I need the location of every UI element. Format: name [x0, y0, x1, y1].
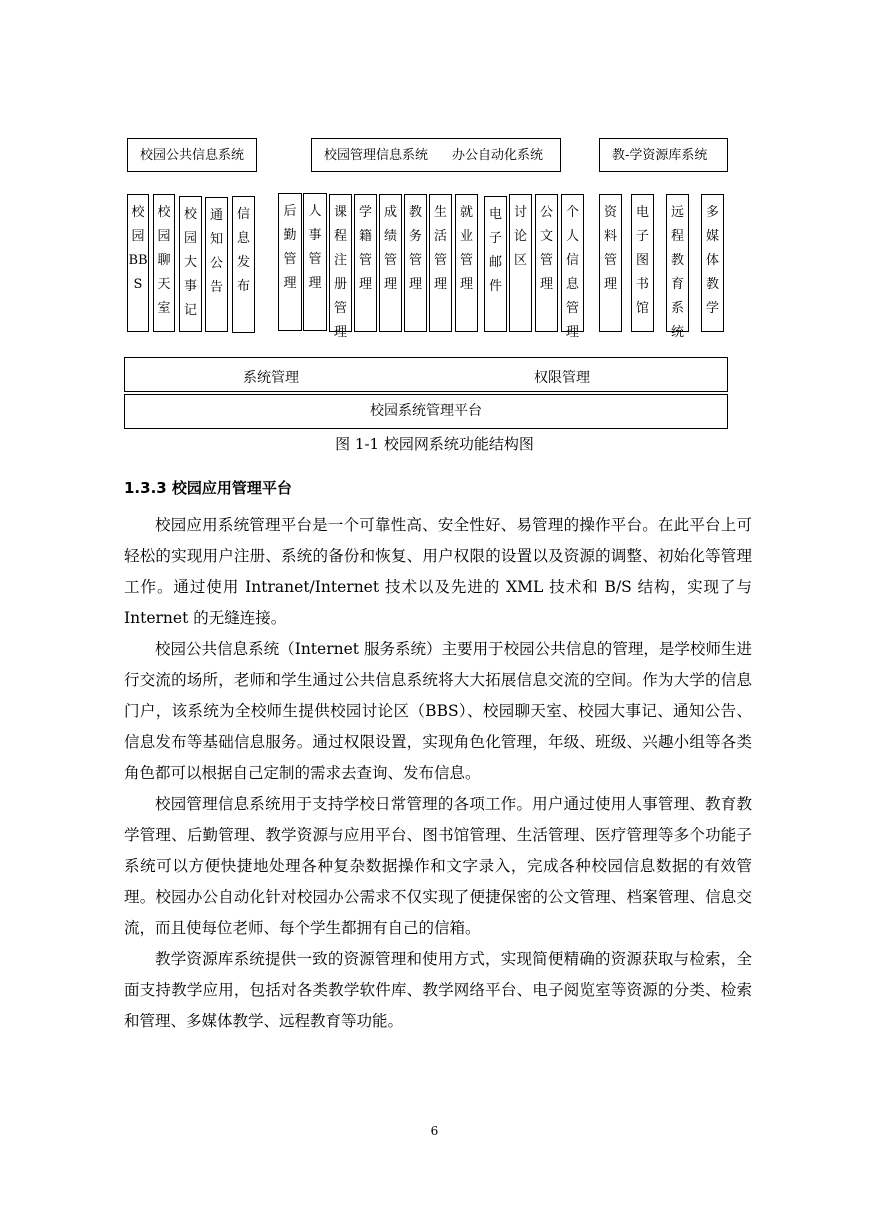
header-mgmt-label: 校园管理信息系统	[324, 147, 429, 163]
module-char: 管	[308, 252, 322, 267]
module-char: S	[133, 277, 143, 292]
module-char: BB	[128, 253, 148, 268]
paragraph: 校园应用系统管理平台是一个可靠性高、安全性好、易管理的操作平台。在此平台上可轻松的实现用户注册、系统的备份和恢复、用户权限的设置以及资源的调整、初始化等管理工作。通过使用 Intranet/Internet 技术以及先进的 XML 技术和 B/S 结构，实现了与 Internet 的无缝连接。	[124, 516, 752, 627]
page-number: 6	[430, 1124, 439, 1138]
module-char: 园	[131, 229, 145, 244]
module-char: 生	[433, 205, 447, 220]
module-char: 管	[459, 253, 473, 268]
module-column	[701, 194, 724, 332]
module-char: 论	[513, 229, 527, 244]
platform-bar	[124, 394, 728, 429]
module-char: 册	[333, 277, 347, 292]
module-char: 活	[433, 229, 447, 244]
module-column	[179, 196, 202, 332]
module-column	[205, 197, 228, 332]
body-text	[124, 510, 752, 1037]
module-char: 体	[705, 253, 719, 268]
module-char: 管	[603, 253, 617, 268]
module-char: 告	[209, 280, 223, 295]
module-column	[303, 193, 327, 331]
module-char: 理	[283, 276, 297, 291]
module-char: 资	[603, 205, 617, 220]
module-char: 管	[565, 301, 579, 316]
module-char: 息	[236, 231, 250, 246]
paragraph: 教学资源库系统提供一致的资源管理和使用方式，实现简便精确的资源获取与检索，全面支持教学应用，包括对各类教学软件库、教学网络平台、电子阅览室等资源的分类、检索和管理、多媒体教学、远程教育等功能。	[124, 950, 752, 1030]
module-char: 管	[283, 252, 297, 267]
module-char: 管	[333, 301, 347, 316]
platform-label: 校园系统管理平台	[370, 403, 482, 419]
module-char: 记	[183, 303, 197, 318]
module-char: 校	[183, 207, 197, 222]
module-char: 讨	[513, 205, 527, 220]
module-column	[153, 194, 175, 332]
module-char: 布	[236, 279, 250, 294]
module-char: 管	[383, 253, 397, 268]
module-column	[354, 194, 377, 332]
module-char: 子	[488, 231, 502, 246]
module-column	[666, 194, 689, 340]
module-char: 统	[670, 325, 684, 340]
module-char: 课	[333, 205, 347, 220]
module-char: 程	[670, 229, 684, 244]
module-char: 理	[565, 325, 579, 340]
module-column	[535, 194, 558, 332]
system-management-label: 系统管理	[243, 370, 299, 386]
header-management-system	[311, 138, 561, 172]
module-char: 籍	[358, 229, 372, 244]
module-char: 天	[157, 277, 171, 292]
module-char: 远	[670, 205, 684, 220]
module-char: 大	[183, 255, 197, 270]
module-char: 室	[157, 301, 171, 316]
module-char: 务	[408, 229, 422, 244]
module-char: 后	[283, 204, 297, 219]
module-char: 理	[433, 277, 447, 292]
module-char: 校	[157, 205, 171, 220]
module-char: 绩	[383, 229, 397, 244]
module-char: 理	[308, 276, 322, 291]
section-heading: 1.3.3 校园应用管理平台	[124, 479, 292, 497]
module-column	[429, 194, 452, 332]
header-public-info-system	[127, 138, 257, 172]
module-char: 业	[459, 229, 473, 244]
module-column	[599, 194, 622, 332]
module-char: 教	[705, 277, 719, 292]
module-char: 公	[209, 256, 223, 271]
module-char: 育	[670, 277, 684, 292]
module-char: 图	[635, 253, 649, 268]
header-public-label: 校园公共信息系统	[140, 147, 245, 163]
module-char: 程	[333, 229, 347, 244]
module-char: 注	[333, 253, 347, 268]
header-resource-label: 教-学资源库系统	[612, 147, 708, 163]
module-char: 成	[383, 205, 397, 220]
module-char: 管	[539, 253, 553, 268]
module-char: 理	[408, 277, 422, 292]
module-char: 发	[236, 255, 250, 270]
module-char: 教	[408, 205, 422, 220]
header-resource-system	[599, 138, 728, 172]
module-char: 子	[635, 229, 649, 244]
module-char: 园	[157, 229, 171, 244]
module-char: 理	[358, 277, 372, 292]
permission-management-label: 权限管理	[534, 370, 590, 386]
module-char: 学	[358, 205, 372, 220]
module-char: 园	[183, 231, 197, 246]
system-management-bar	[124, 357, 728, 392]
module-char: 文	[539, 229, 553, 244]
figure-caption: 图 1-1 校园网系统功能结构图	[335, 435, 534, 453]
module-char: 人	[565, 229, 579, 244]
module-char: 校	[131, 205, 145, 220]
module-char: 管	[408, 253, 422, 268]
module-char: 馆	[635, 301, 649, 316]
module-char: 多	[705, 205, 719, 220]
module-char: 聊	[157, 253, 171, 268]
module-char: 件	[488, 279, 502, 294]
module-char: 知	[209, 232, 223, 247]
paragraph: 校园公共信息系统（Internet 服务系统）主要用于校园公共信息的管理，是学校师生进行交流的场所，老师和学生通过公共信息系统将大大拓展信息交流的空间。作为大学的信息门户，该系统为全校师生提供校园讨论区（BBS）、校园聊天室、校园大事记、通知公告、信息发布等基础信息服务。通过权限设置，实现角色化管理，年级、班级、兴趣小组等各类角色都可以根据自己定制的需求去查询、发布信息。	[124, 640, 752, 782]
module-char: 管	[433, 253, 447, 268]
module-char: 电	[635, 205, 649, 220]
module-char: 事	[183, 279, 197, 294]
module-char: 教	[670, 253, 684, 268]
module-char: 公	[539, 205, 553, 220]
module-column	[631, 194, 654, 332]
module-char: 通	[209, 208, 223, 223]
paragraph: 校园管理信息系统用于支持学校日常管理的各项工作。用户通过使用人事管理、教育教学管理、后勤管理、教学资源与应用平台、图书馆管理、生活管理、医疗管理等多个功能子系统可以方便快捷地处理各种复杂数据操作和文字录入，完成各种校园信息数据的有效管理。校园办公自动化针对校园办公需求不仅实现了便捷保密的公文管理、档案管理、信息交流，而且使每位老师、每个学生都拥有自己的信箱。	[124, 795, 752, 937]
module-char: 理	[383, 277, 397, 292]
module-column	[278, 193, 302, 331]
module-column	[484, 196, 507, 332]
module-char: 人	[308, 204, 322, 219]
module-char: 信	[236, 207, 250, 222]
module-column	[329, 194, 352, 340]
module-column	[404, 194, 427, 332]
module-char: 理	[459, 277, 473, 292]
module-char: 就	[459, 205, 473, 220]
module-column	[561, 194, 584, 340]
module-char: 学	[705, 301, 719, 316]
module-char: 个	[565, 205, 579, 220]
module-char: 系	[670, 301, 684, 316]
module-char: 理	[603, 277, 617, 292]
module-column	[509, 194, 532, 332]
module-char: 理	[333, 325, 347, 340]
module-char: 电	[488, 207, 502, 222]
module-char: 勤	[283, 228, 297, 243]
module-char: 区	[513, 253, 527, 268]
module-char: 息	[565, 277, 579, 292]
header-office-label: 办公自动化系统	[452, 147, 544, 163]
module-column	[127, 194, 149, 332]
module-char: 理	[539, 277, 553, 292]
module-char: 媒	[705, 229, 719, 244]
module-char: 料	[603, 229, 617, 244]
module-char: 信	[565, 253, 579, 268]
module-char: 邮	[488, 255, 502, 270]
module-char: 管	[358, 253, 372, 268]
module-column	[455, 194, 478, 332]
module-column	[232, 196, 255, 333]
module-column	[379, 194, 402, 332]
module-char: 事	[308, 228, 322, 243]
module-char: 书	[635, 277, 649, 292]
